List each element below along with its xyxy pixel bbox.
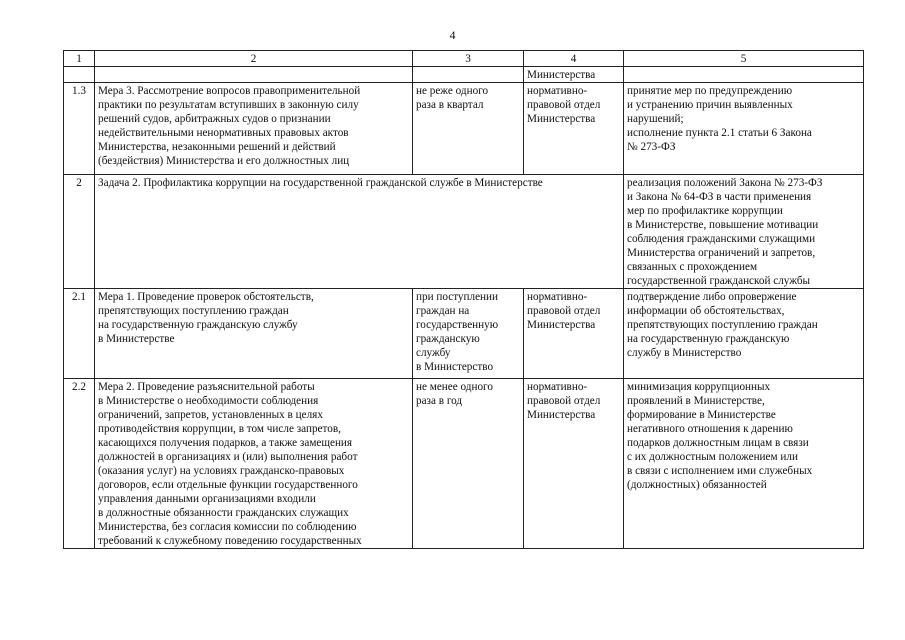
header-col-2: 2 xyxy=(95,51,413,67)
responsible-cell xyxy=(524,289,624,379)
term-line: раза в квартал xyxy=(416,99,484,111)
measure-line: Мера 3. Рассмотрение вопросов правоприменительной xyxy=(98,85,361,97)
term-line: службу xyxy=(416,347,451,359)
table-row xyxy=(64,379,864,549)
result-line: подтверждение либо опровержение xyxy=(627,291,797,303)
result-line: минимизация коррупционных xyxy=(627,381,771,393)
page-number: 4 xyxy=(449,28,456,42)
task-line: Задача 2. Профилактика коррупции на государственной гражданской службе в Министерстве xyxy=(98,177,543,189)
responsible-line: нормативно- xyxy=(527,291,588,303)
result-line: исполнение пункта 2.1 статьи 6 Закона xyxy=(627,127,812,139)
measure-cell xyxy=(95,289,413,379)
measure-line: решений судов, арбитражных судов о признании xyxy=(98,113,331,125)
result-line: в связи с исполнением ими служебных xyxy=(627,465,813,477)
responsible-line: Министерства xyxy=(527,409,596,421)
table-row xyxy=(64,83,864,175)
measures-table xyxy=(63,50,864,549)
row-index: 2.1 xyxy=(64,289,95,379)
measure-line: требований к служебному поведению государственных xyxy=(98,535,362,547)
term-line: граждан на xyxy=(416,305,470,317)
cell-empty xyxy=(624,67,864,83)
result-line: службу в Министерство xyxy=(627,347,742,359)
measure-line: ограничений, запретов, установленных в целях xyxy=(98,409,323,421)
responsible-line: правовой отдел xyxy=(527,305,601,317)
result-line: нарушений; xyxy=(627,113,684,125)
measure-line: (оказания услуг) на условиях гражданско-правовых xyxy=(98,465,345,477)
responsible-line: правовой отдел xyxy=(527,99,601,111)
measure-line: управления данными организациями входили xyxy=(98,493,316,505)
result-line: негативного отношения к дарению xyxy=(627,423,793,435)
measure-line: в должностные обязанности гражданских служащих xyxy=(98,507,349,519)
cell-empty xyxy=(64,67,95,83)
measure-line: Министерства, незаконными решений и действий xyxy=(98,141,336,153)
measure-line: (бездействия) Министерства и его должностных лиц xyxy=(98,155,350,167)
result-line: (должностных) обязанностей xyxy=(627,479,767,491)
header-col-5: 5 xyxy=(624,51,864,67)
result-line: реализация положений Закона № 273-ФЗ xyxy=(627,177,823,189)
term-line: в Министерство xyxy=(416,361,494,373)
cell-empty xyxy=(95,67,413,83)
result-line: в Министерстве, повышение мотивации xyxy=(627,219,819,231)
responsible-line: нормативно- xyxy=(527,85,588,97)
result-line: с их должностным положением или xyxy=(627,451,798,463)
result-line: государственной гражданской службы xyxy=(627,275,811,287)
responsible-cell xyxy=(524,83,624,175)
result-line: № 273-ФЗ xyxy=(627,141,676,153)
result-cell xyxy=(624,83,864,175)
measure-line: Министерства, без согласия комиссии по соблюдению xyxy=(98,521,357,533)
measure-line: в Министерстве о необходимости соблюдения xyxy=(98,395,319,407)
term-line: не менее одного xyxy=(416,381,493,393)
measure-line: Мера 1. Проведение проверок обстоятельств, xyxy=(98,291,314,303)
result-line: на государственную гражданскую xyxy=(627,333,790,345)
cell-empty xyxy=(413,67,524,83)
result-line: информации об обстоятельствах, xyxy=(627,305,785,317)
row-index: 2 xyxy=(64,175,95,289)
term-cell xyxy=(413,289,524,379)
result-line: проявлений в Министерстве, xyxy=(627,395,765,407)
result-cell xyxy=(624,175,864,289)
measure-line: практики по результатам вступивших в законную силу xyxy=(98,99,359,111)
table-row xyxy=(64,289,864,379)
responsible-line: Министерства xyxy=(527,319,596,331)
measure-cell xyxy=(95,379,413,549)
measure-line: недействительными ненормативных правовых актов xyxy=(98,127,349,139)
task-cell xyxy=(95,175,624,289)
cell-responsible-continued: Министерства xyxy=(524,67,624,83)
measure-line: договоров, если отдельные функции государственного xyxy=(98,479,358,491)
responsible-line: нормативно- xyxy=(527,381,588,393)
result-line: Министерства ограничений и запретов, xyxy=(627,247,816,259)
measure-line: на государственную гражданскую службу xyxy=(98,319,298,331)
result-line: препятствующих поступлению граждан xyxy=(627,319,818,331)
measure-line: должностей в организациях и (или) выполнения работ xyxy=(98,451,358,463)
term-cell xyxy=(413,83,524,175)
measure-line: касающихся получения подарков, а также замещения xyxy=(98,437,353,449)
row-index: 1.3 xyxy=(64,83,95,175)
measure-line: противодействия коррупции, в том числе запретов, xyxy=(98,423,341,435)
result-line: подарков должностным лицам в связи xyxy=(627,437,809,449)
result-line: и устранению причин выявленных xyxy=(627,99,793,111)
result-line: мер по профилактике коррупции xyxy=(627,205,783,217)
result-line: связанных с прохождением xyxy=(627,261,758,273)
responsible-line: Министерства xyxy=(527,113,596,125)
measure-cell xyxy=(95,83,413,175)
measure-line: Мера 2. Проведение разъяснительной работы xyxy=(98,381,315,393)
term-line: при поступлении xyxy=(416,291,499,303)
measure-line: препятствующих поступлению граждан xyxy=(98,305,289,317)
table-header-row xyxy=(64,51,864,67)
result-cell xyxy=(624,379,864,549)
result-line: принятие мер по предупреждению xyxy=(627,85,793,97)
header-col-1: 1 xyxy=(64,51,95,67)
responsible-line: правовой отдел xyxy=(527,395,601,407)
header-col-3: 3 xyxy=(413,51,524,67)
row-index: 2.2 xyxy=(64,379,95,549)
result-line: формирование в Министерстве xyxy=(627,409,776,421)
result-line: и Закона № 64-ФЗ в части применения xyxy=(627,191,812,203)
result-cell xyxy=(624,289,864,379)
term-line: гражданскую xyxy=(416,333,480,345)
responsible-cell xyxy=(524,379,624,549)
term-line: раза в год xyxy=(416,395,463,407)
term-line: не реже одного xyxy=(416,85,489,97)
term-line: государственную xyxy=(416,319,499,331)
table-row-continuation xyxy=(64,67,864,83)
table-row-task xyxy=(64,175,864,289)
header-col-4: 4 xyxy=(524,51,624,67)
result-line: соблюдения гражданскими служащими xyxy=(627,233,816,245)
measure-line: в Министерстве xyxy=(98,333,175,345)
term-cell xyxy=(413,379,524,549)
